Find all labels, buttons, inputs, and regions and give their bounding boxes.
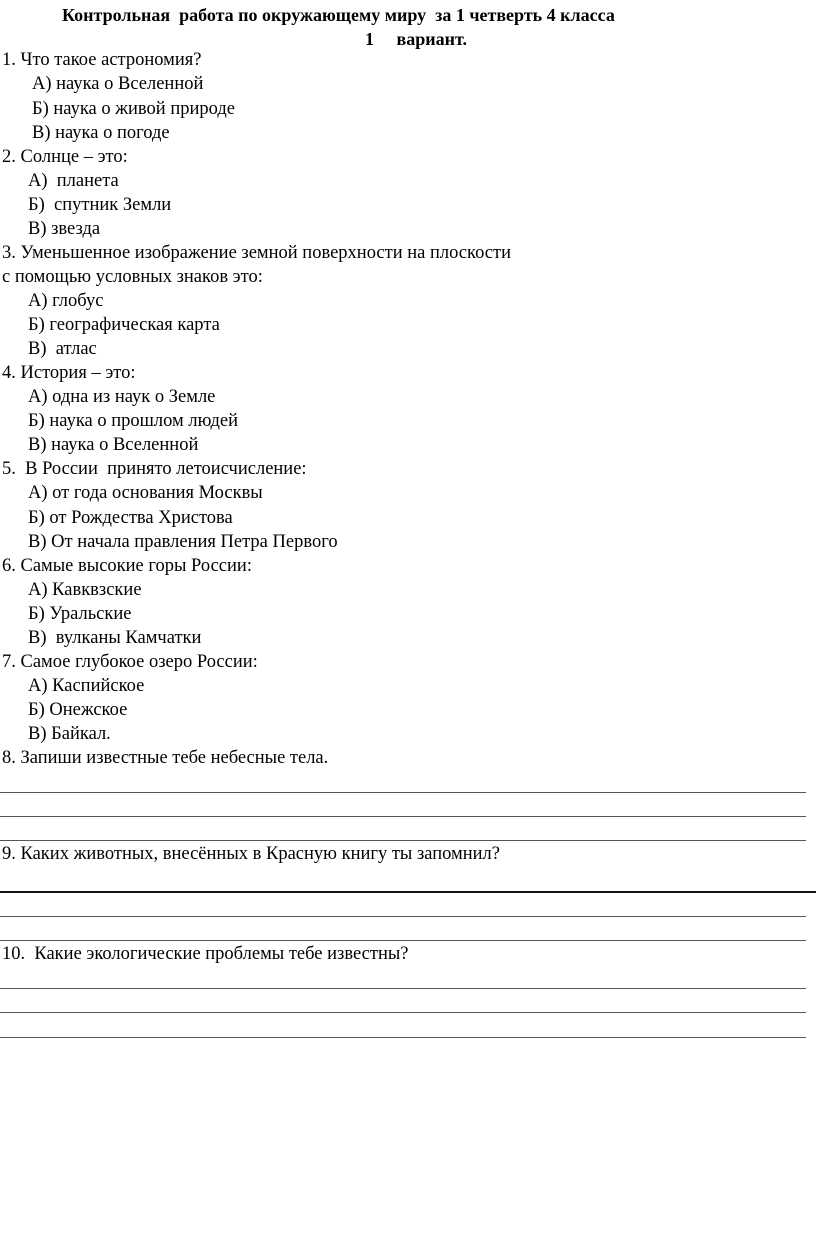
answer-line <box>0 940 806 941</box>
question-10-text: 10. Какие экологические проблемы тебе известны? <box>2 944 409 964</box>
question-3-text-continued: с помощью условных знаков это: <box>2 267 263 287</box>
question-2-answer-a: А) планета <box>28 171 119 191</box>
answer-line <box>0 1037 806 1038</box>
question-1-answer-c: В) наука о погоде <box>32 123 170 143</box>
question-1-text: 1. Что такое астрономия? <box>2 50 202 70</box>
question-6-answer-c: В) вулканы Камчатки <box>28 628 202 648</box>
question-1-answer-a: А) наука о Вселенной <box>32 74 204 94</box>
answer-line <box>0 792 806 793</box>
answer-line <box>0 916 806 917</box>
answer-line <box>0 840 806 841</box>
question-3-answer-c: В) атлас <box>28 339 97 359</box>
question-7-text: 7. Самое глубокое озеро России: <box>2 652 258 672</box>
question-3-answer-b: Б) географическая карта <box>28 315 220 335</box>
question-4-answer-a: А) одна из наук о Земле <box>28 387 216 407</box>
answer-line <box>0 891 816 893</box>
question-5-text: 5. В России принято летоисчисление: <box>2 459 307 479</box>
question-9-text: 9. Каких животных, внесённых в Красную книгу ты запомнил? <box>2 844 501 864</box>
question-6-answer-b: Б) Уральские <box>28 604 132 624</box>
question-1-answer-b: Б) наука о живой природе <box>32 99 235 119</box>
question-5-answer-c: В) От начала правления Петра Первого <box>28 532 338 552</box>
answer-line <box>0 988 806 989</box>
question-7-answer-c: В) Байкал. <box>28 724 111 744</box>
question-6-text: 6. Самые высокие горы России: <box>2 556 252 576</box>
question-4-answer-b: Б) наука о прошлом людей <box>28 411 238 431</box>
question-4-answer-c: В) наука о Вселенной <box>28 435 199 455</box>
question-3-text: 3. Уменьшенное изображение земной поверхности на плоскости <box>2 243 511 263</box>
question-4-text: 4. История – это: <box>2 363 136 383</box>
page-title: Контрольная работа по окружающему миру за 1 четверть 4 класса <box>62 5 615 25</box>
question-5-answer-b: Б) от Рождества Христова <box>28 508 233 528</box>
variant-label: 1 вариант. <box>365 29 467 49</box>
question-8-text: 8. Запиши известные тебе небесные тела. <box>2 748 329 768</box>
question-5-answer-a: А) от года основания Москвы <box>28 483 263 503</box>
question-6-answer-a: А) Кавквзские <box>28 580 142 600</box>
question-7-answer-b: Б) Онежское <box>28 700 128 720</box>
question-2-answer-b: Б) спутник Земли <box>28 195 172 215</box>
question-7-answer-a: А) Каспийское <box>28 676 145 696</box>
answer-line <box>0 1012 806 1013</box>
question-2-answer-c: В) звезда <box>28 219 101 239</box>
question-2-text: 2. Солнце – это: <box>2 147 128 167</box>
answer-line <box>0 816 806 817</box>
question-3-answer-a: А) глобус <box>28 291 104 311</box>
